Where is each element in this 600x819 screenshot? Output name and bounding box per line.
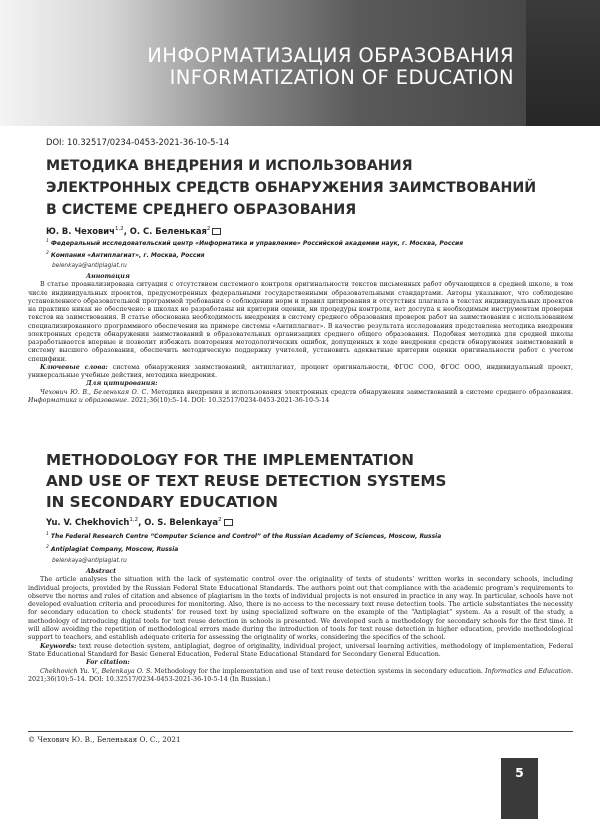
footer-divider [28,731,573,732]
ru-authors [46,226,221,236]
en-abstract-heading: Abstract [86,568,117,575]
en-title-line-2: AND USE OF TEXT REUSE DETECTION SYSTEMS [46,472,447,490]
en-author-1-aff: 1,2 [129,517,139,524]
en-author-2-aff: 2 [218,517,222,524]
ru-citation-tail: . 2021;36(10):5–14. DOI: 10.32517/0234-0453-2021-36-10-5-14 [126,396,330,404]
ru-author-2: , О. С. Беленькая [123,226,207,236]
doi: DOI: 10.32517/0234-0453-2021-36-10-5-14 [46,137,230,147]
en-aff-1-num: 1 [46,532,49,537]
ru-title-line-2: ЭЛЕКТРОННЫХ СРЕДСТВ ОБНАРУЖЕНИЯ ЗАИМСТВОВАНИЙ [46,180,537,196]
ru-affiliation-2 [46,251,205,259]
ru-title-line-1: МЕТОДИКА ВНЕДРЕНИЯ И ИСПОЛЬЗОВАНИЯ [46,158,413,174]
ru-aff-2-num: 2 [46,251,49,256]
page-number: 5 [501,758,538,819]
ru-aff-1-text: Федеральный исследовательский центр «Информатика и управление» Российской академии наук, г. Москва, Россия [50,240,464,247]
ru-citation-authors: Чехович Ю. В., Беленькая О. С. [40,388,149,396]
ru-author-2-aff: 2 [206,226,211,233]
ru-citation [28,389,573,406]
en-citation [28,668,573,685]
en-author-1: Yu. V. Chekhovich [46,517,130,527]
ru-abstract-block [28,273,573,405]
envelope-icon [212,228,221,235]
en-affiliation-1 [46,532,441,540]
copyright: © Чехович Ю. В., Беленькая О. С., 2021 [28,735,181,744]
ru-author-1: Ю. В. Чехович [46,226,115,236]
en-keywords-text: text reuse detection system, antiplagiat, degree of originality, individual project, universal learning activities, methodology of implementation, Federal State Educational Standard for Basic General Education, Federal State Educational Standard for Secondary General Education. [28,642,573,658]
ru-email: belenkaya@antiplagiat.ru [52,263,127,269]
en-email: belenkaya@antiplagiat.ru [52,558,127,564]
en-authors [46,517,233,527]
en-title-line-1: METHODOLOGY FOR THE IMPLEMENTATION [46,451,414,469]
header-title-en: INFORMATIZATION OF EDUCATION [169,66,514,89]
en-title-line-3: IN SECONDARY EDUCATION [46,493,278,511]
en-author-2: , O. S. Belenkaya [138,517,219,527]
en-aff-2-text: Antiplagiat Company, Moscow, Russia [50,546,179,553]
ru-keywords-text: система обнаружения заимствований, антиплагиат, процент оригинальности, ФГОС СОО, ФГОС ООО, индивидуальный проект, универсальные учебные действия, методика внедрения. [28,363,574,379]
en-abstract-block [28,568,573,684]
ru-citation-text: Методика внедрения и использования электронных средств обнаружения заимствований в системе среднего образования. [148,388,573,396]
en-citation-tail: . 2021;36(10):5–14. DOI: 10.32517/0234-0453-2021-36-10-5-14 (In Russian.) [28,667,573,683]
ru-keywords [28,364,573,381]
ru-aff-2-text: Компания «Антиплагиат», г. Москва, Россия [50,252,205,259]
en-citation-authors: Chekhovich Yu. V., Belenkaya O. S. [40,667,153,675]
en-aff-1-text: The Federal Research Centre “Computer Science and Control” of the Russian Academy of Sciences, Moscow, Russia [50,533,442,540]
en-citation-text: Methodology for the implementation and use of text reuse detection systems in secondary education. [152,667,486,675]
ru-citation-heading: Для цитирования: [86,380,158,388]
ru-abstract-text: В статье проанализирована ситуация с отсутствием системного контроля оригинальности текстов письменных работ обучающихся в средней школе, в том числе индивидуальных проектов, предусмотренных федеральными государственными образовательными стандартами. Авторы указывают, что соблюдение установленного образовательной программой требования о соблюдении норм и правил цитирования и отсутствия плагиата в текстах индивидуальных проектов на практике никак не обеспечено: в школах не разработаны ни критерии оценки, ни процедуры контроля, нет доступа к необходимым инструментам проверки текстов на заимствования. В статье обоснована необходимость внедрения в систему среднего образования проверок работ на заимствования с использованием специализированного программного обеспечения на примере системы «Антиплагиат». В качестве результата исследования представлена методика внедрения электронных средств обнаружения заимствований в образовательных организациях среднего общего образования. Подобная методика для средней школы разработывается впервые и позволит избежать повторения методологических ошибок, допущенных в ходе внедрения средств обнаружения заимствований в систему высшего образования, обеспечить методическую поддержку учителей, установить адекватные критерии оценки оригинальности работ с учетом специфики. [28,281,573,363]
ru-citation-journal: Информатика и образование [28,396,127,404]
ru-keywords-label: Ключевые слова: [40,363,108,371]
en-affiliation-2 [46,545,178,553]
ru-affiliation-1 [46,239,463,247]
en-aff-2-num: 2 [46,545,49,550]
ru-author-1-aff: 1,2 [114,226,124,233]
ru-title-line-3: В СИСТЕМЕ СРЕДНЕГО ОБРАЗОВАНИЯ [46,202,357,218]
en-citation-journal: Informatics and Education [485,667,571,675]
ru-abstract-heading: Аннотация [86,273,130,280]
header-title-ru: ИНФОРМАТИЗАЦИЯ ОБРАЗОВАНИЯ [147,44,514,67]
en-abstract-text: The article analyses the situation with the lack of systematic control over the originality of texts of students’ written works in secondary schools, including individual projects, provided by the Russian Federal State Educational Standards. The authors point out that compliance with the academic program’s requirements to observe the norms and rules of citation and absence of plagiarism in the texts of individual projects is not ensured in practice in any way. In particular, schools have not developed evaluation criteria and procedures for monitoring. Also, there is no access to the necessary text reuse detection tools. The article substantiates the necessity for secondary education to check students’ for reused text by using specialized software on the example of the “Antiplagiat” system. As a result of the study, a methodology of introducing digital tools for text reuse detection in schools is presented. We developed such a methodology for secondary schools for the first time. It will allow avoiding the repetition of methodological errors made during the introduction of tools for text reuse detection in higher education, provide methodological support to teachers, and establish adequate criteria for assessing the originality of works, considering the specifics of the school. [28,576,573,642]
en-citation-heading: For citation: [86,659,130,667]
en-keywords [28,643,573,660]
journal-header-banner [0,0,600,126]
en-keywords-label: Keywords: [40,642,77,650]
header-side-bar [526,0,600,126]
envelope-icon [224,519,233,526]
ru-aff-1-num: 1 [46,239,49,244]
